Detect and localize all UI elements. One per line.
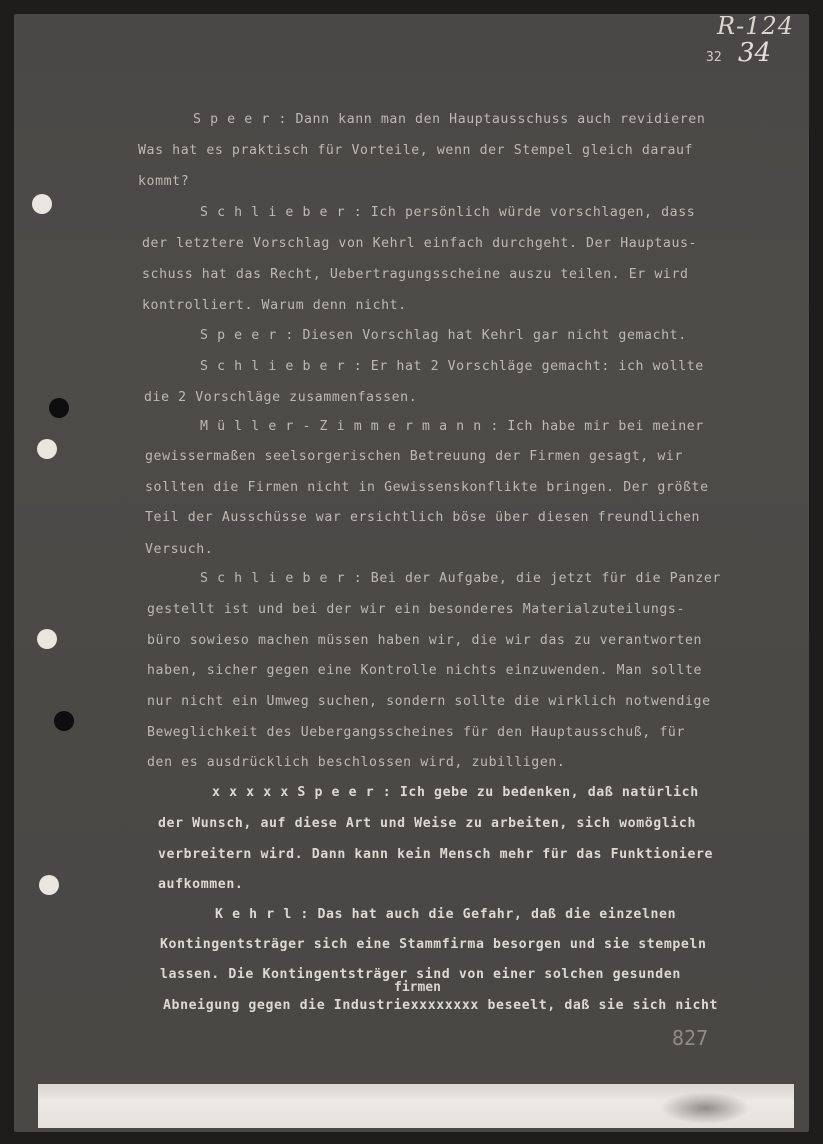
text-line: der Wunsch, auf diese Art und Weise zu arbeiten, sich womöglich (158, 816, 696, 831)
text-line: aufkommen. (158, 877, 244, 892)
archive-reference: R-124 (717, 12, 794, 40)
text-line: Was hat es praktisch für Vorteile, wenn der Stempel gleich darauf (138, 143, 694, 158)
text-line: x x x x x S p e e r : Ich gebe zu bedenken, daß natürlich (212, 785, 699, 800)
text-line: S p e e r : Diesen Vorschlag hat Kehrl gar nicht gemacht. (200, 328, 687, 343)
text-line: den es ausdrücklich beschlossen wird, zubilligen. (147, 755, 566, 770)
text-line: büro sowieso machen müssen haben wir, die wir das zu verantworten (147, 633, 703, 648)
text-line: lassen. Die Kontingentsträger sind von einer solchen gesunden (160, 967, 681, 982)
punch-hole (37, 439, 57, 459)
interlinear-insertion: firmen (394, 980, 441, 995)
typed-page-number: 32 (706, 50, 722, 65)
punch-hole (49, 398, 69, 418)
text-line: S c h l i e b e r : Ich persönlich würde vorschlagen, dass (200, 205, 696, 220)
punch-hole (37, 629, 57, 649)
text-line: kommt? (138, 174, 190, 189)
text-line: S c h l i e b e r : Er hat 2 Vorschläge gemacht: ich wollte (200, 359, 704, 374)
text-line: haben, sicher gegen eine Kontrolle nichts einzuwenden. Man sollte (147, 663, 703, 678)
text-line: die 2 Vorschläge zusammenfassen. (144, 390, 418, 405)
punch-hole (32, 194, 52, 214)
ink-smudge (660, 1092, 750, 1124)
text-line: kontrolliert. Warum denn nicht. (142, 298, 407, 313)
text-line: Beweglichkeit des Uebergangsscheines für den Hauptausschuß, für (147, 725, 685, 740)
stamp-number: 827 (672, 1026, 709, 1050)
text-line: S c h l i e b e r : Bei der Aufgabe, die jetzt für die Panzer (200, 571, 721, 586)
text-line: S p e e r : Dann kann man den Hauptausschuss auch revidieren (193, 112, 706, 127)
text-line: der letztere Vorschlag von Kehrl einfach durchgeht. Der Hauptaus- (142, 236, 698, 251)
text-line: Kontingentsträger sich eine Stammfirma besorgen und sie stempeln (160, 937, 707, 952)
text-line: verbreitern wird. Dann kann kein Mensch mehr für das Funktioniere (158, 847, 714, 862)
text-line: nur nicht ein Umweg suchen, sondern sollte die wirklich notwendige (147, 694, 711, 709)
text-line: Abneigung gegen die Industriexxxxxxxx beseelt, daß sie sich nicht (163, 998, 719, 1013)
text-line: K e h r l : Das hat auch die Gefahr, daß die einzelnen (215, 907, 677, 922)
text-line: schuss hat das Recht, Uebertragungsscheine auszu teilen. Er wird (142, 267, 689, 282)
handwritten-page-number: 34 (738, 38, 772, 68)
text-line: Teil der Ausschüsse war ersichtlich böse über diesen freundlichen (145, 510, 701, 525)
text-line: sollten die Firmen nicht in Gewissenskonflikte bringen. Der größte (145, 480, 709, 495)
punch-hole (54, 711, 74, 731)
text-line: M ü l l e r - Z i m m e r m a n n : Ich habe mir bei meiner (200, 419, 704, 434)
punch-hole (39, 875, 59, 895)
text-line: gestellt ist und bei der wir ein besonderes Materialzuteilungs- (147, 602, 685, 617)
text-line: Versuch. (145, 542, 214, 557)
text-line: gewissermaßen seelsorgerischen Betreuung der Firmen gesagt, wir (145, 449, 683, 464)
